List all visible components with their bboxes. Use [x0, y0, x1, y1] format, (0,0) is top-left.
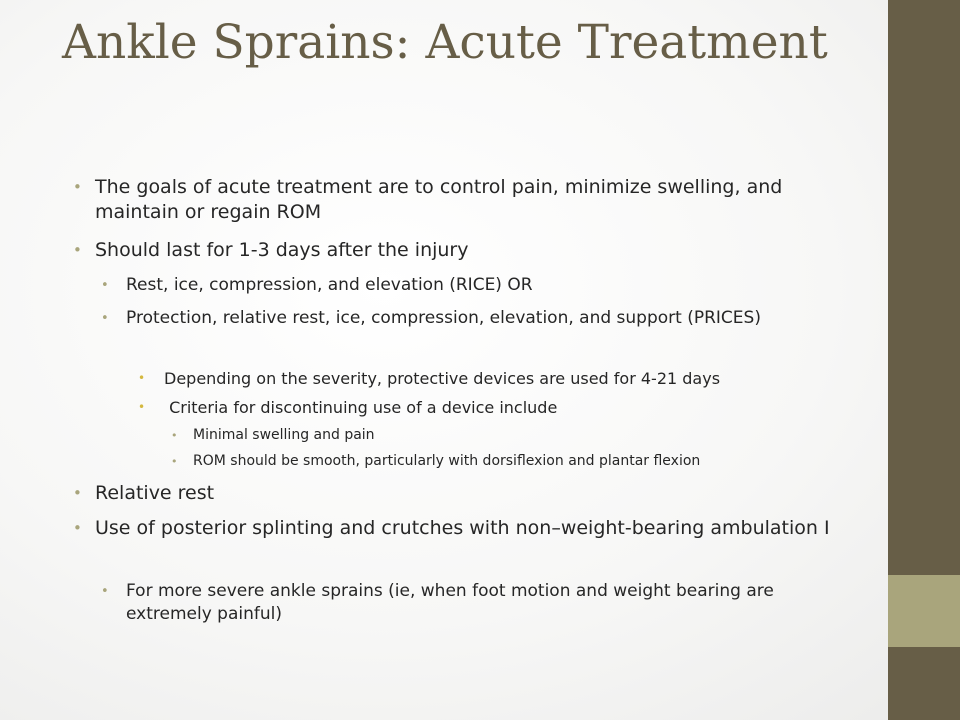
sidebar-bottom-band: [888, 647, 960, 720]
bullet-icon: •: [171, 455, 178, 468]
bullet-icon: •: [138, 371, 146, 385]
bullet-item: [171, 426, 833, 445]
bullet-item: [101, 274, 826, 297]
bullet-text: Relative rest: [95, 482, 215, 504]
bullet-item: [171, 452, 833, 471]
bullet-icon: •: [73, 178, 82, 196]
bullet-icon: •: [101, 311, 109, 326]
bullet-text: The goals of acute treatment are to control pain, minimize swelling, and maintain or regain ROM: [95, 176, 783, 223]
bullet-item: [138, 368, 844, 389]
bullet-item: [101, 307, 826, 330]
bullet-item: [73, 516, 835, 541]
bullet-icon: •: [73, 241, 82, 259]
bullet-item: [138, 397, 844, 418]
bullet-icon: •: [101, 278, 109, 293]
bullet-item: [73, 238, 835, 263]
bullet-text: Depending on the severity, protective devices are used for 4-21 days: [164, 369, 721, 388]
bullet-icon: •: [73, 484, 82, 502]
bullet-text: Use of posterior splinting and crutches with non–weight-bearing ambulation I: [95, 517, 830, 539]
bullet-text: Rest, ice, compression, and elevation (RICE) OR: [126, 275, 533, 295]
bullet-icon: •: [171, 429, 178, 442]
slide-title: Ankle Sprains: Acute Treatment: [62, 15, 828, 70]
bullet-icon: •: [73, 519, 82, 537]
bullet-icon: •: [101, 584, 109, 599]
sidebar-accent-band: [888, 575, 960, 647]
bullet-text: Protection, relative rest, ice, compression, elevation, and support (PRICES): [126, 308, 761, 328]
bullet-item: [73, 175, 835, 225]
bullet-text: Criteria for discontinuing use of a device include: [164, 398, 558, 417]
bullet-text: Should last for 1-3 days after the injury: [95, 239, 469, 261]
sidebar-top-band: [888, 0, 960, 575]
bullet-icon: •: [138, 400, 146, 414]
bullet-text: Minimal swelling and pain: [193, 427, 375, 443]
bullet-text: ROM should be smooth, particularly with dorsiflexion and plantar flexion: [193, 453, 701, 469]
bullet-item: [101, 580, 826, 626]
bullet-item: [73, 481, 835, 506]
bullet-text: For more severe ankle sprains (ie, when foot motion and weight bearing are extremely painful): [126, 581, 774, 624]
